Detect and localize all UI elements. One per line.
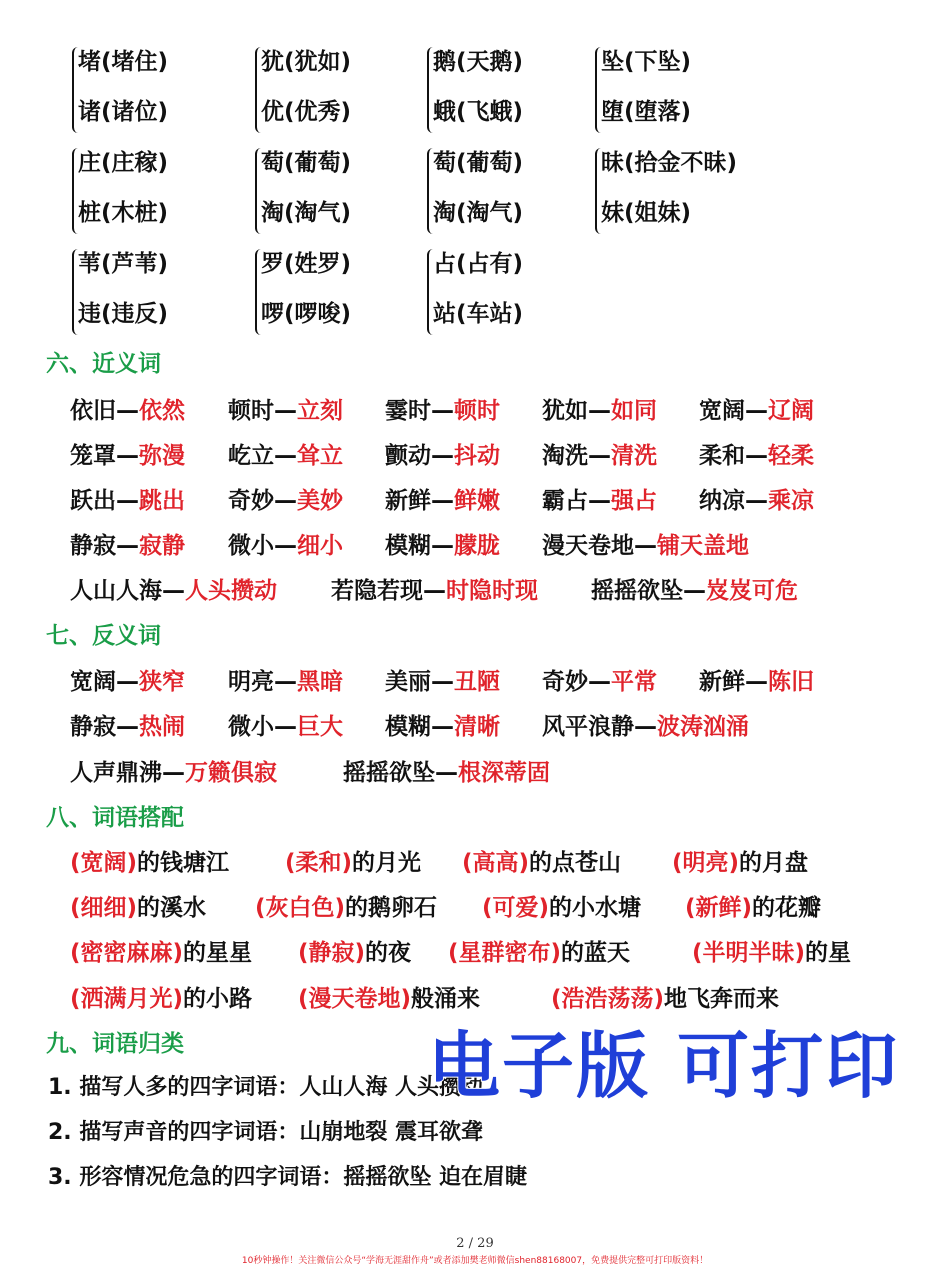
polyphone-word: 罗(姓罗) <box>261 251 352 277</box>
antonym-item: 明亮—黑暗 <box>228 669 343 695</box>
polyphone-word: 淘(淘气) <box>261 200 352 226</box>
synonym-item: 依旧—依然 <box>70 398 185 424</box>
polyphone-word: 诸(诸位) <box>78 99 169 125</box>
synonym-item: 屹立—耸立 <box>228 443 343 469</box>
polyphone-word: 淘(淘气) <box>433 200 524 226</box>
polyphone-word: 昧(拾金不昧) <box>601 150 738 176</box>
synonym-item: 霎时—顿时 <box>385 398 500 424</box>
polyphone-word: 鹅(天鹅) <box>433 49 524 75</box>
polyphone-word: 萄(葡萄) <box>433 150 524 176</box>
synonym-item: 新鲜—鲜嫩 <box>385 488 500 514</box>
antonym-item: 摇摇欲坠—根深蒂固 <box>343 760 550 786</box>
antonym-item: 模糊—清晰 <box>385 714 500 740</box>
page-number: 2 / 29 <box>456 1236 494 1251</box>
collocation-item: (新鲜)的花瓣 <box>685 895 822 921</box>
synonym-item: 犹如—如同 <box>542 398 657 424</box>
antonym-item: 静寂—热闹 <box>70 714 185 740</box>
polyphone-word: 违(违反) <box>78 301 169 327</box>
polyphone-word: 妹(姐妹) <box>601 200 692 226</box>
antonym-item: 风平浪静—波涛汹涌 <box>542 714 749 740</box>
collocation-item: (星群密布)的蓝天 <box>448 940 631 966</box>
section-heading-synonyms: 六、近义词 <box>46 351 161 377</box>
synonym-item: 纳凉—乘凉 <box>699 488 814 514</box>
polyphone-word: 啰(啰唆) <box>261 301 352 327</box>
synonym-item: 模糊—朦胧 <box>385 533 500 559</box>
antonym-item: 新鲜—陈旧 <box>699 669 814 695</box>
polyphone-word: 犹(犹如) <box>261 49 352 75</box>
collocation-item: (密密麻麻)的星星 <box>70 940 253 966</box>
collocation-item: (灰白色)的鹅卵石 <box>255 895 438 921</box>
collocation-item: (洒满月光)的小路 <box>70 986 253 1012</box>
synonym-item: 淘洗—清洗 <box>542 443 657 469</box>
classification-item: 1. 描写人多的四字词语：人山人海 人头攒动 <box>48 1075 483 1100</box>
footer-notice: 10秒钟操作！关注微信公众号“学海无涯甜作舟”或者添加樊老师微信shen88168007，免费提供完整可打印版资料！ <box>241 1256 709 1266</box>
polyphone-word: 蛾(飞蛾) <box>433 99 524 125</box>
synonym-item: 若隐若现—时隐时现 <box>331 578 538 604</box>
antonym-item: 宽阔—狭窄 <box>70 669 185 695</box>
polyphone-word: 庄(庄稼) <box>78 150 169 176</box>
synonym-item: 微小—细小 <box>228 533 343 559</box>
collocation-item: (漫天卷地)般涌来 <box>298 986 481 1012</box>
synonym-item: 霸占—强占 <box>542 488 657 514</box>
synonym-item: 宽阔—辽阔 <box>699 398 814 424</box>
collocation-item: (明亮)的月盘 <box>672 850 809 876</box>
antonym-item: 奇妙—平常 <box>542 669 657 695</box>
antonym-item: 微小—巨大 <box>228 714 343 740</box>
classification-item: 2. 描写声音的四字词语：山崩地裂 震耳欲聋 <box>48 1120 483 1145</box>
polyphone-word: 优(优秀) <box>261 99 352 125</box>
collocation-item: (可爱)的小水塘 <box>482 895 642 921</box>
polyphone-word: 坠(下坠) <box>601 49 692 75</box>
synonym-item: 跃出—跳出 <box>70 488 185 514</box>
polyphone-word: 桩(木桩) <box>78 200 169 226</box>
polyphone-word: 堕(堕落) <box>601 99 692 125</box>
synonym-item: 笼罩—弥漫 <box>70 443 185 469</box>
antonym-item: 人声鼎沸—万籁俱寂 <box>70 760 277 786</box>
synonym-item: 顿时—立刻 <box>228 398 343 424</box>
section-heading-antonyms: 七、反义词 <box>46 623 161 649</box>
synonym-item: 奇妙—美妙 <box>228 488 343 514</box>
collocation-item: (静寂)的夜 <box>298 940 412 966</box>
synonym-item: 柔和—轻柔 <box>699 443 814 469</box>
synonym-item: 静寂—寂静 <box>70 533 185 559</box>
collocation-item: (浩浩荡荡)地飞奔而来 <box>551 986 780 1012</box>
collocation-item: (柔和)的月光 <box>285 850 422 876</box>
section-heading-classification: 九、词语归类 <box>46 1031 184 1057</box>
antonym-item: 美丽—丑陋 <box>385 669 500 695</box>
synonym-item: 颤动—抖动 <box>385 443 500 469</box>
polyphone-word: 堵(堵住) <box>78 49 169 75</box>
polyphone-word: 萄(葡萄) <box>261 150 352 176</box>
section-heading-collocations: 八、词语搭配 <box>46 805 184 831</box>
collocation-item: (细细)的溪水 <box>70 895 207 921</box>
synonym-item: 漫天卷地—铺天盖地 <box>542 533 749 559</box>
synonym-item: 摇摇欲坠—岌岌可危 <box>591 578 798 604</box>
polyphone-word: 苇(芦苇) <box>78 251 169 277</box>
collocation-item: (宽阔)的钱塘江 <box>70 850 230 876</box>
polyphone-word: 站(车站) <box>433 301 524 327</box>
electronic-version-stamp: 电子版 可打印 <box>428 1024 900 1108</box>
collocation-item: (高高)的点苍山 <box>462 850 622 876</box>
classification-item: 3. 形容情况危急的四字词语：摇摇欲坠 迫在眉睫 <box>48 1165 527 1190</box>
synonym-item: 人山人海—人头攒动 <box>70 578 277 604</box>
collocation-item: (半明半昧)的星 <box>692 940 852 966</box>
polyphone-word: 占(占有) <box>433 251 524 277</box>
